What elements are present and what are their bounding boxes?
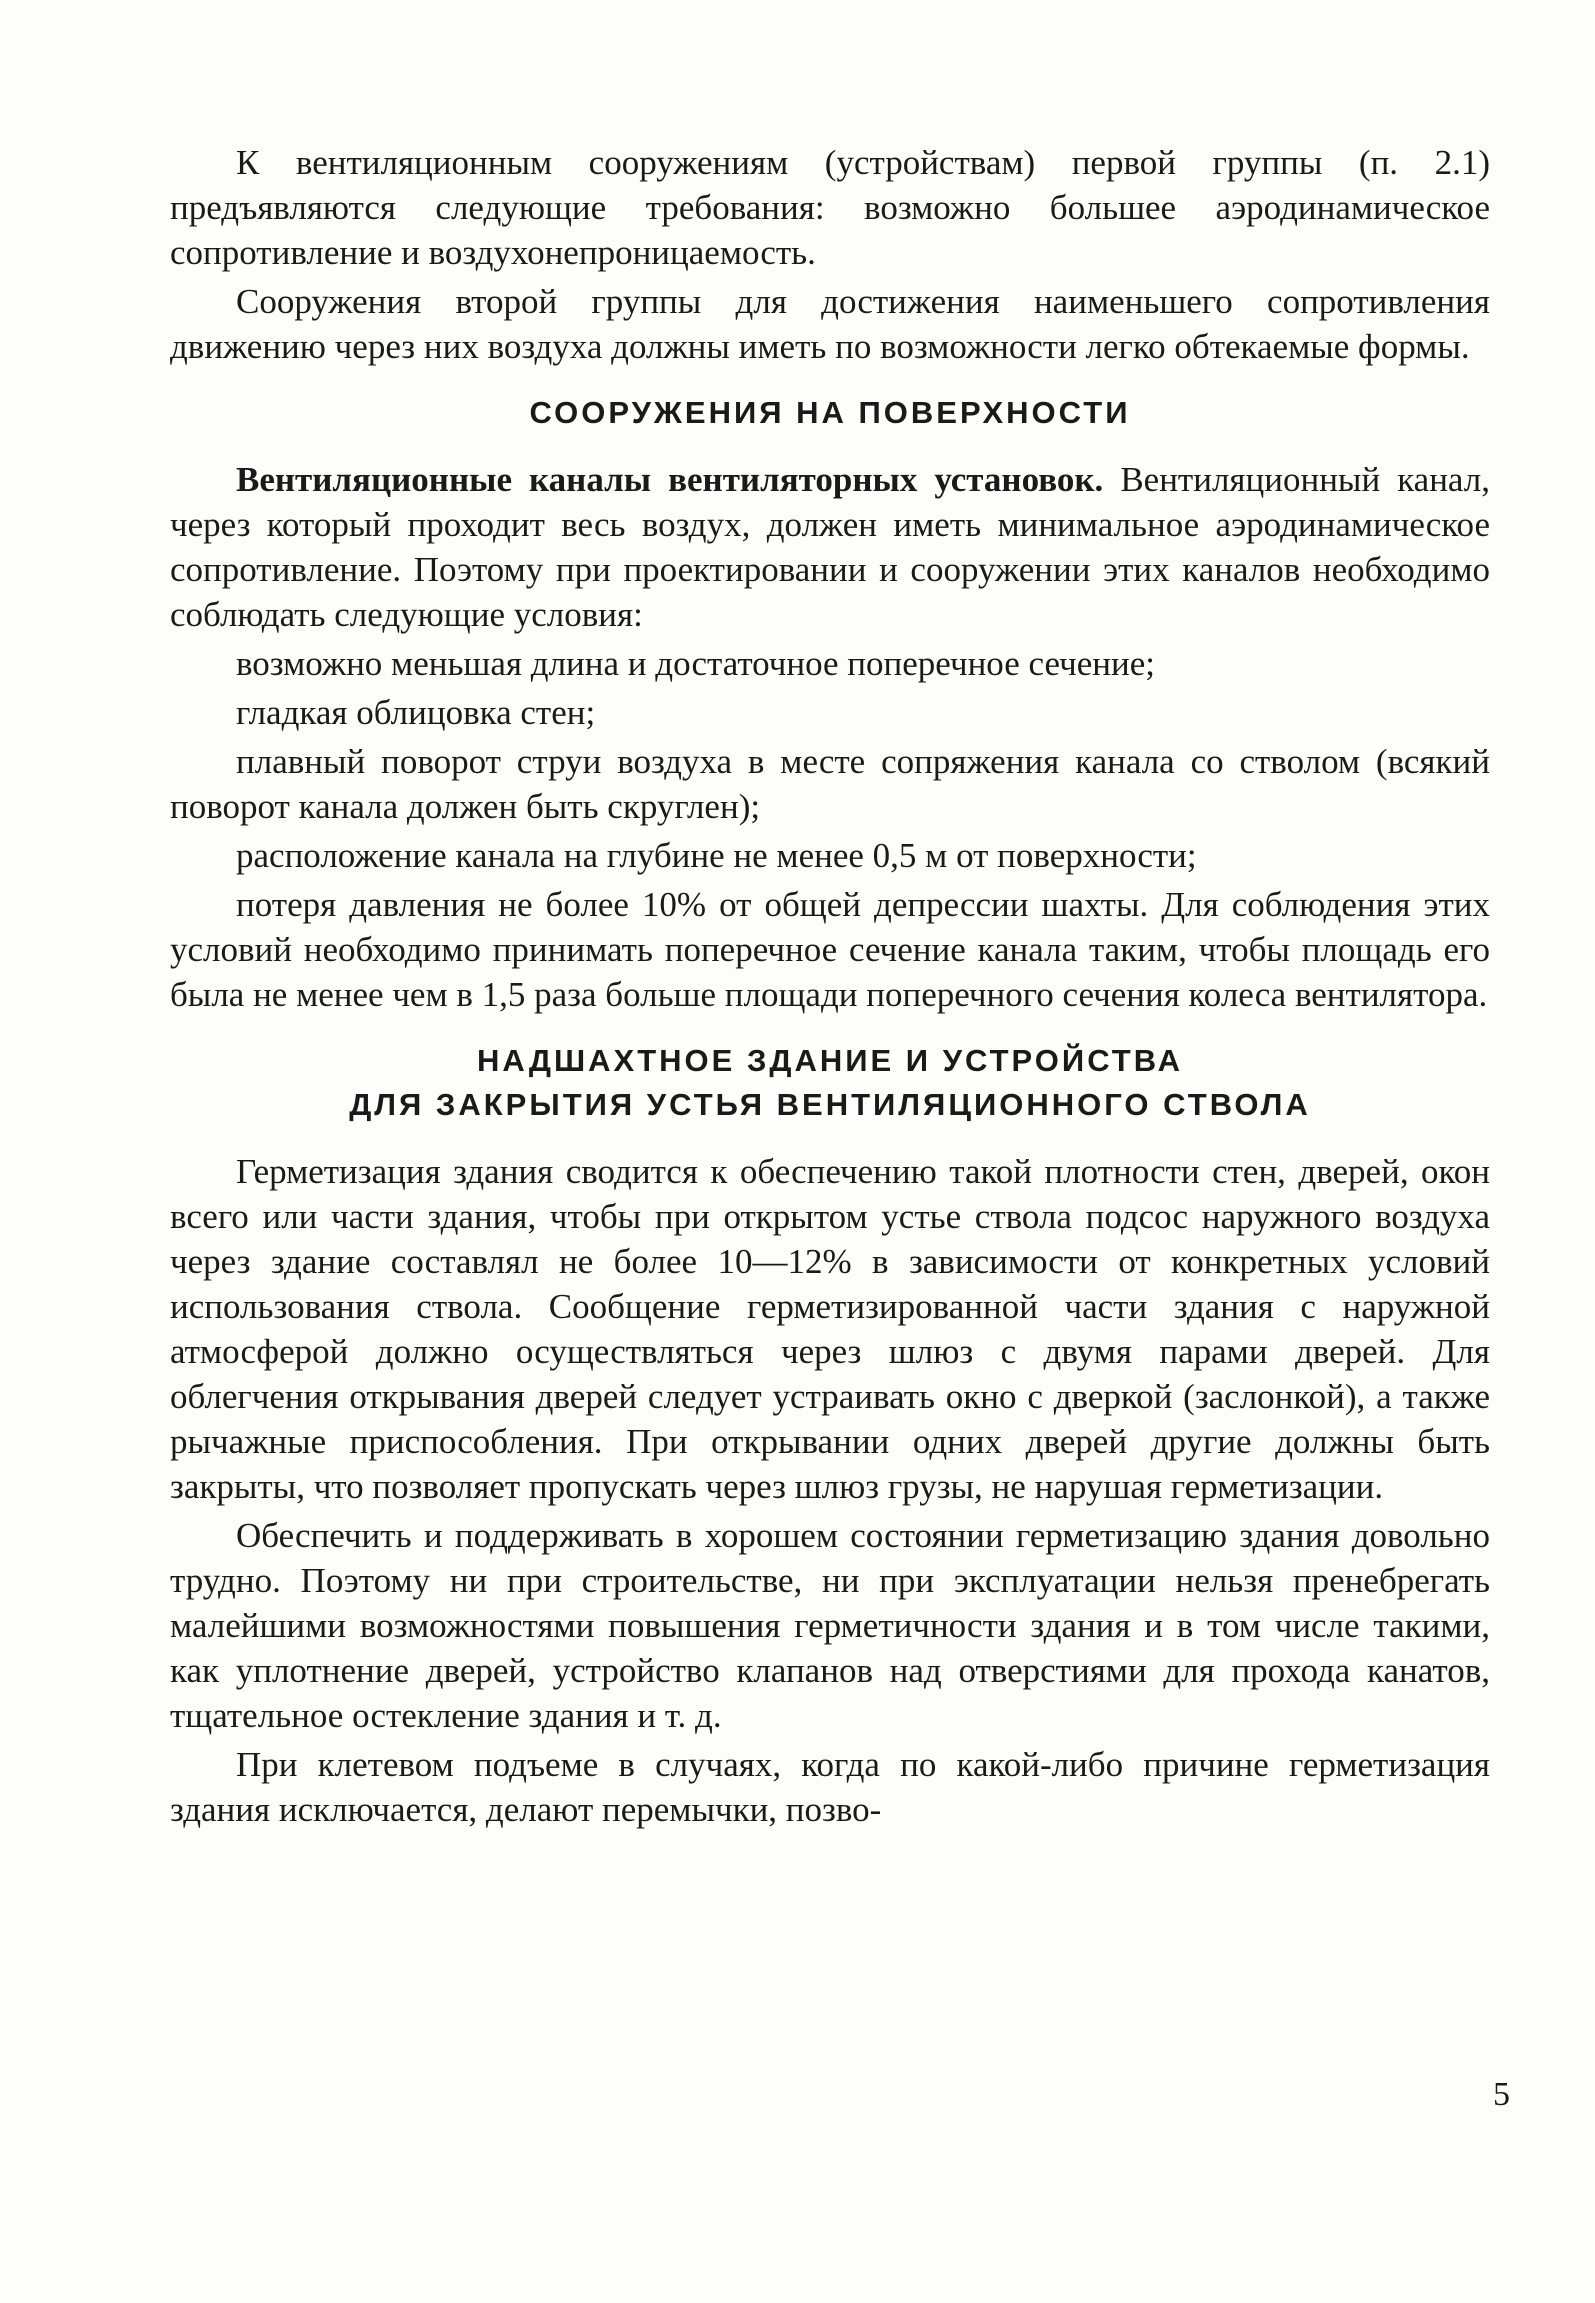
paragraph-second-group: Сооружения второй группы для достижения наименьшего сопротивления движению через них воздуха должны иметь по возможности легко обтекаемые формы. (170, 282, 1490, 366)
condition-item: возможно меньшая длина и достаточное поперечное сечение; (236, 644, 1155, 683)
condition-item: плавный поворот струи воздуха в месте сопряжения канала со стволом (всякий поворот канала должен быть скруглен); (170, 742, 1490, 826)
section-heading-surface (170, 391, 1490, 435)
paragraph-cage-hoisting: При клетевом подъеме в случаях, когда по какой-либо причине герметизация здания исключается, делают перемычки, позво- (170, 1745, 1490, 1829)
page-number: 5 (1493, 2076, 1510, 2113)
run-in-heading: Вентиляционные каналы вентиляторных установок. (236, 460, 1104, 499)
paragraph-ventilation-channels (170, 457, 1490, 637)
paragraph-ventilation-channels-text: Вентиляционный канал, через который проходит весь воздух, должен иметь минимальное аэродинамическое сопротивление. Поэтому при проектировании и сооружении этих каналов необходимо соблюдать следующие условия: (170, 460, 1490, 634)
condition-item: расположение канала на глубине не менее 0,5 м от поверхности; (236, 836, 1197, 875)
condition-item: гладкая облицовка стен; (236, 693, 596, 732)
paragraph-maintaining-seal: Обеспечить и поддерживать в хорошем состоянии герметизацию здания довольно трудно. Поэтому ни при строительстве, ни при эксплуатации нельзя пренебрегать малейшими возможностями повышения герметичности здания и в том числе такими, как уплотнение дверей, устройство клапанов над отверстиями для прохода канатов, тщательное остекление здания и т. д. (170, 1516, 1490, 1735)
condition-item: потеря давления не более 10% от общей депрессии шахты. Для соблюдения этих условий необходимо принимать поперечное сечение канала таким, чтобы площадь его была не менее чем в 1,5 раза больше площади поперечного сечения колеса вентилятора. (170, 885, 1490, 1014)
section-heading-line-1: НАДШАХТНОЕ ЗДАНИЕ И УСТРОЙСТВА (477, 1043, 1183, 1078)
paragraph-sealing: Герметизация здания сводится к обеспечению такой плотности стен, дверей, окон всего или части здания, чтобы при открытом устье ствола подсос наружного воздуха через здание составлял не более 10—12% в зависимости от конкретных условий использования ствола. Сообщение герметизированной части здания с наружной атмосферой должно осуществляться через шлюз с двумя парами дверей. Для облегчения открывания дверей следует устраивать окно с дверкой (заслонкой), а также рычажные приспособления. При открывании одних дверей другие должны быть закрыты, что позволяет пропускать через шлюз грузы, не нарушая герметизации. (170, 1152, 1490, 1506)
section-heading-surface-text: СООРУЖЕНИЯ НА ПОВЕРХНОСТИ (529, 395, 1131, 430)
section-heading-line-2: ДЛЯ ЗАКРЫТИЯ УСТЬЯ ВЕНТИЛЯЦИОННОГО СТВОЛА (349, 1087, 1311, 1122)
section-heading-shaft-building (170, 1039, 1490, 1127)
page-body (170, 140, 1490, 1836)
paragraph-first-group-requirements: К вентиляционным сооружениям (устройствам) первой группы (п. 2.1) предъявляются следующие требования: возможно большее аэродинамическое сопротивление и воздухонепроницаемость. (170, 143, 1490, 272)
